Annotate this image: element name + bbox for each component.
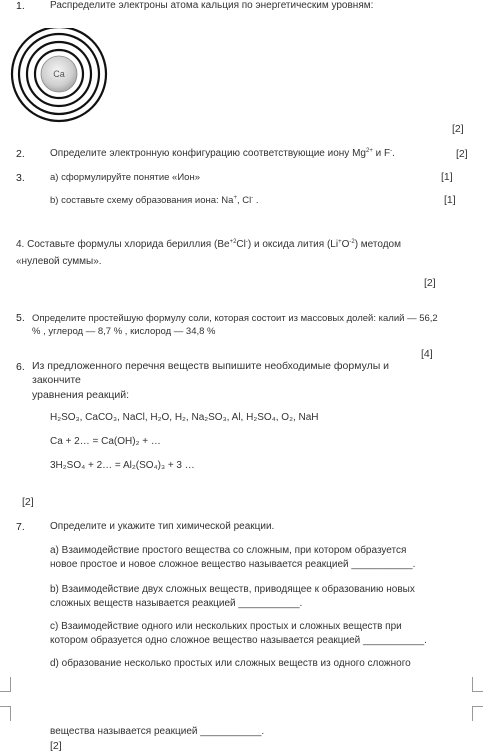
q7-number: 7. <box>16 521 25 533</box>
page-corner-top-right <box>472 706 483 721</box>
q6-equation-2: 3H₂SO₄ + 2… = Al₂(SO₄)₃ + 3 … <box>50 460 195 471</box>
q4-mark: [2] <box>424 277 436 289</box>
q3a-text: а) сформулируйте понятие «Ион» <box>50 172 200 183</box>
page-corner-top-left <box>0 706 11 721</box>
q3-number: 3. <box>16 172 25 184</box>
q7a-line1: а) Взаимодействие простого вещества со сложным, при котором образуется <box>50 545 407 556</box>
q3b-mark: [1] <box>444 194 456 206</box>
q1-number: 1. <box>16 0 25 12</box>
q3b-text: b) составьте схему образования иона: Na+, Cl- . <box>50 195 259 206</box>
q5-line2: % , углерод — 8,7 % , кислород — 34,8 % <box>32 326 216 337</box>
page-corner-bottom-left <box>0 677 11 692</box>
q7c-line2: котором образуется одно сложное вещество называется реакцией ___________. <box>50 635 427 646</box>
page-corner-bottom-right <box>472 677 483 692</box>
q5-mark: [4] <box>421 348 433 360</box>
q2-text: Определите электронную конфигурацию соответствующие иону $Mg^{2+}$ и F-. <box>50 148 395 159</box>
q6-mark: [2] <box>22 496 34 508</box>
q7b-line2: сложных веществ называется реакцией ___________. <box>50 598 303 609</box>
q2-number: 2. <box>16 148 25 160</box>
atom-diagram <box>0 28 110 128</box>
q1-mark: [2] <box>452 123 464 135</box>
q4-line1: 4. Составьте формулы хлорида бериллия $(Be^{+2}Cl^-)$ и оксида лития $(Li^+O^{-2})$ методом <box>16 239 401 250</box>
q7a-line2: новое простое и новое сложное вещество называется реакцией ___________. <box>50 559 416 570</box>
q7d-line2: вещества называется реакцией ___________. <box>50 726 265 737</box>
q5-line1: Определите простейшую формулу соли, которая состоит из массовых долей: калий — 56,2 <box>32 313 438 324</box>
q7-title: Определите и укажите тип химической реакции. <box>50 521 275 532</box>
q6-number: 6. <box>16 361 25 373</box>
nucleus-label: Ca <box>53 69 65 79</box>
q2-mark: [2] <box>456 148 468 160</box>
q1-text: Распределите электроны атома кальция по энергетическим уровням: <box>50 0 374 11</box>
q6-line1: Из предложенного перечня веществ выпишите необходимые формулы и <box>32 360 390 372</box>
q7d-line1: d) образование несколько простых или сложных веществ из одного сложного <box>50 658 411 669</box>
q6-substances: H₂SO₃, CaCO₃, NaCl, H₂O, H₂, Na₂SO₃, Al, H₂SO₄, O₂, NaH <box>50 412 319 423</box>
q5-number: 5. <box>16 312 25 324</box>
q6-line3: уравнения реакций: <box>32 389 130 401</box>
q7c-line1: с) Взаимодействие одного или нескольких простых и сложных веществ при <box>50 621 402 632</box>
q4-line2: «нулевой суммы». <box>16 256 102 267</box>
q7b-line1: b) Взаимодействие двух сложных веществ, приводящее к образованию новых <box>50 584 415 595</box>
q6-equation-1: Ca + 2… = Ca(OH)₂ + … <box>50 436 161 447</box>
q3a-mark: [1] <box>441 171 453 183</box>
q7-mark: [2] <box>50 740 62 752</box>
q6-line2: закончите <box>32 374 81 386</box>
